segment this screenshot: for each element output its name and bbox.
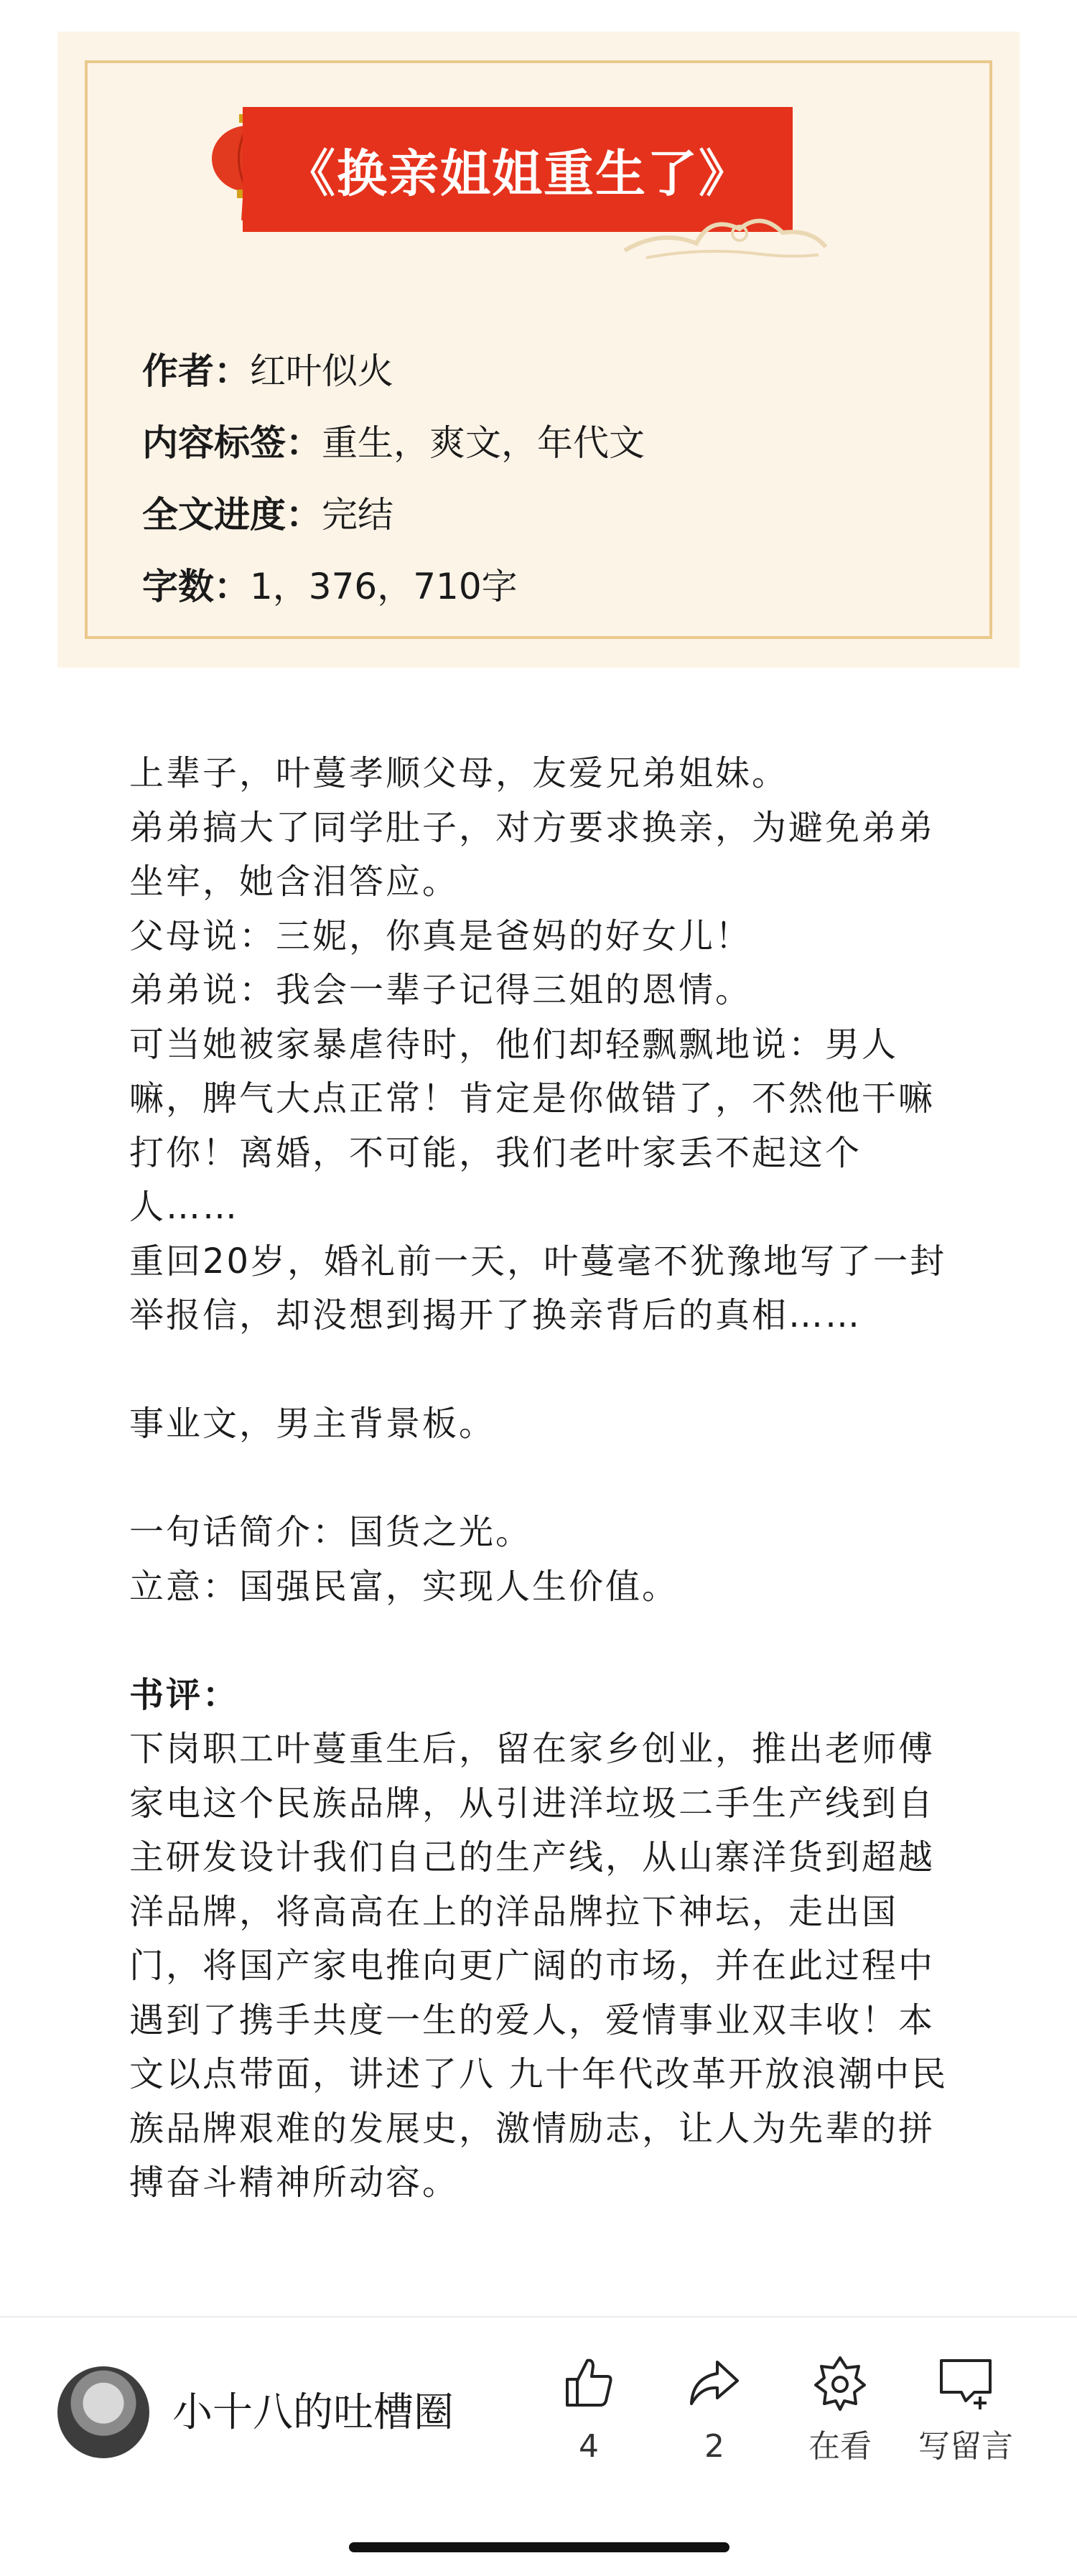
book-title: 《换亲姐姐重生了》 xyxy=(243,107,793,232)
progress-key: 全文进度： xyxy=(142,494,322,536)
paragraph: 上辈子，叶蔓孝顺父母，友爱兄弟姐妹。 xyxy=(129,753,789,793)
watching-label: 在看 xyxy=(808,2428,872,2465)
tags-line xyxy=(142,418,645,468)
paragraph: 父母说：三妮，你真是爸妈的好女儿！ xyxy=(129,915,752,956)
paragraph: 可当她被家暴虐待时，他们却轻飘飘地说：男人嘛，脾气大点正常！肯定是你做错了，不然他干嘛打你！离婚，不可能，我们老叶家丢不起这个人…… xyxy=(129,1024,936,1227)
comment-button[interactable] xyxy=(912,2353,1020,2468)
review-text: 下岗职工叶蔓重生后，留在家乡创业，推出老师傅家电这个民族品牌，从引进洋垃圾二手生产线到自主研发设计我们自己的生产线，从山寨洋货到超越洋品牌，将高高在上的洋品牌拉下神坛，走出国门，将国产家电推向更广阔的市场，并在此过程中遇到了携手共度一生的爱人，爱情事业双丰收！本文以点带面，讲述了八 九十年代改革开放浪潮中民族品牌艰难的发展史，激情励志，让人为先辈的拼搏奋斗精神所动容。 xyxy=(129,1729,948,2203)
watching-icon xyxy=(811,2353,869,2411)
paragraph: 重回20岁，婚礼前一天，叶蔓毫不犹豫地写了一封举报信，却没想到揭开了换亲背后的真相…… xyxy=(129,1241,947,1335)
word-count-line xyxy=(142,561,518,612)
home-indicator[interactable] xyxy=(349,2542,729,2552)
paragraph: 弟弟搞大了同学肚子，对方要求换亲，为避免弟弟坐牢，她含泪答应。 xyxy=(129,807,936,902)
cloud-icon xyxy=(617,207,833,265)
word-count-key: 字数： xyxy=(142,566,250,607)
word-count-value: 1，376，710字 xyxy=(250,566,518,607)
review-heading: 书评： xyxy=(129,1674,240,1715)
like-count: 4 xyxy=(579,2428,599,2465)
book-info-card xyxy=(57,32,1020,668)
author-value: 红叶似火 xyxy=(250,350,393,392)
watching-button[interactable] xyxy=(786,2353,894,2468)
tags-key: 内容标签： xyxy=(142,422,322,464)
share-icon xyxy=(686,2353,743,2411)
progress-line xyxy=(142,490,393,540)
paragraph: 一句话简介：国货之光。 xyxy=(129,1512,533,1552)
paragraph: 事业文，男主背景板。 xyxy=(129,1404,496,1444)
comment-label: 写留言 xyxy=(918,2428,1013,2465)
avatar[interactable] xyxy=(57,2366,149,2458)
account-name[interactable]: 小十八的吐槽圈 xyxy=(172,2389,454,2436)
author-line xyxy=(142,346,393,396)
tags-value: 重生，爽文，年代文 xyxy=(322,422,645,464)
thumbs-up-icon xyxy=(560,2353,617,2411)
like-button[interactable] xyxy=(535,2353,643,2468)
paragraph: 立意：国强民富，实现人生价值。 xyxy=(129,1566,679,1607)
share-button[interactable] xyxy=(661,2353,768,2468)
author-key: 作者： xyxy=(142,350,250,392)
progress-value: 完结 xyxy=(322,494,393,536)
article-footer xyxy=(0,2318,1077,2576)
article-body xyxy=(129,747,962,2211)
share-count: 2 xyxy=(704,2428,724,2465)
comment-icon xyxy=(936,2353,996,2411)
paragraph: 弟弟说：我会一辈子记得三姐的恩情。 xyxy=(129,970,752,1010)
